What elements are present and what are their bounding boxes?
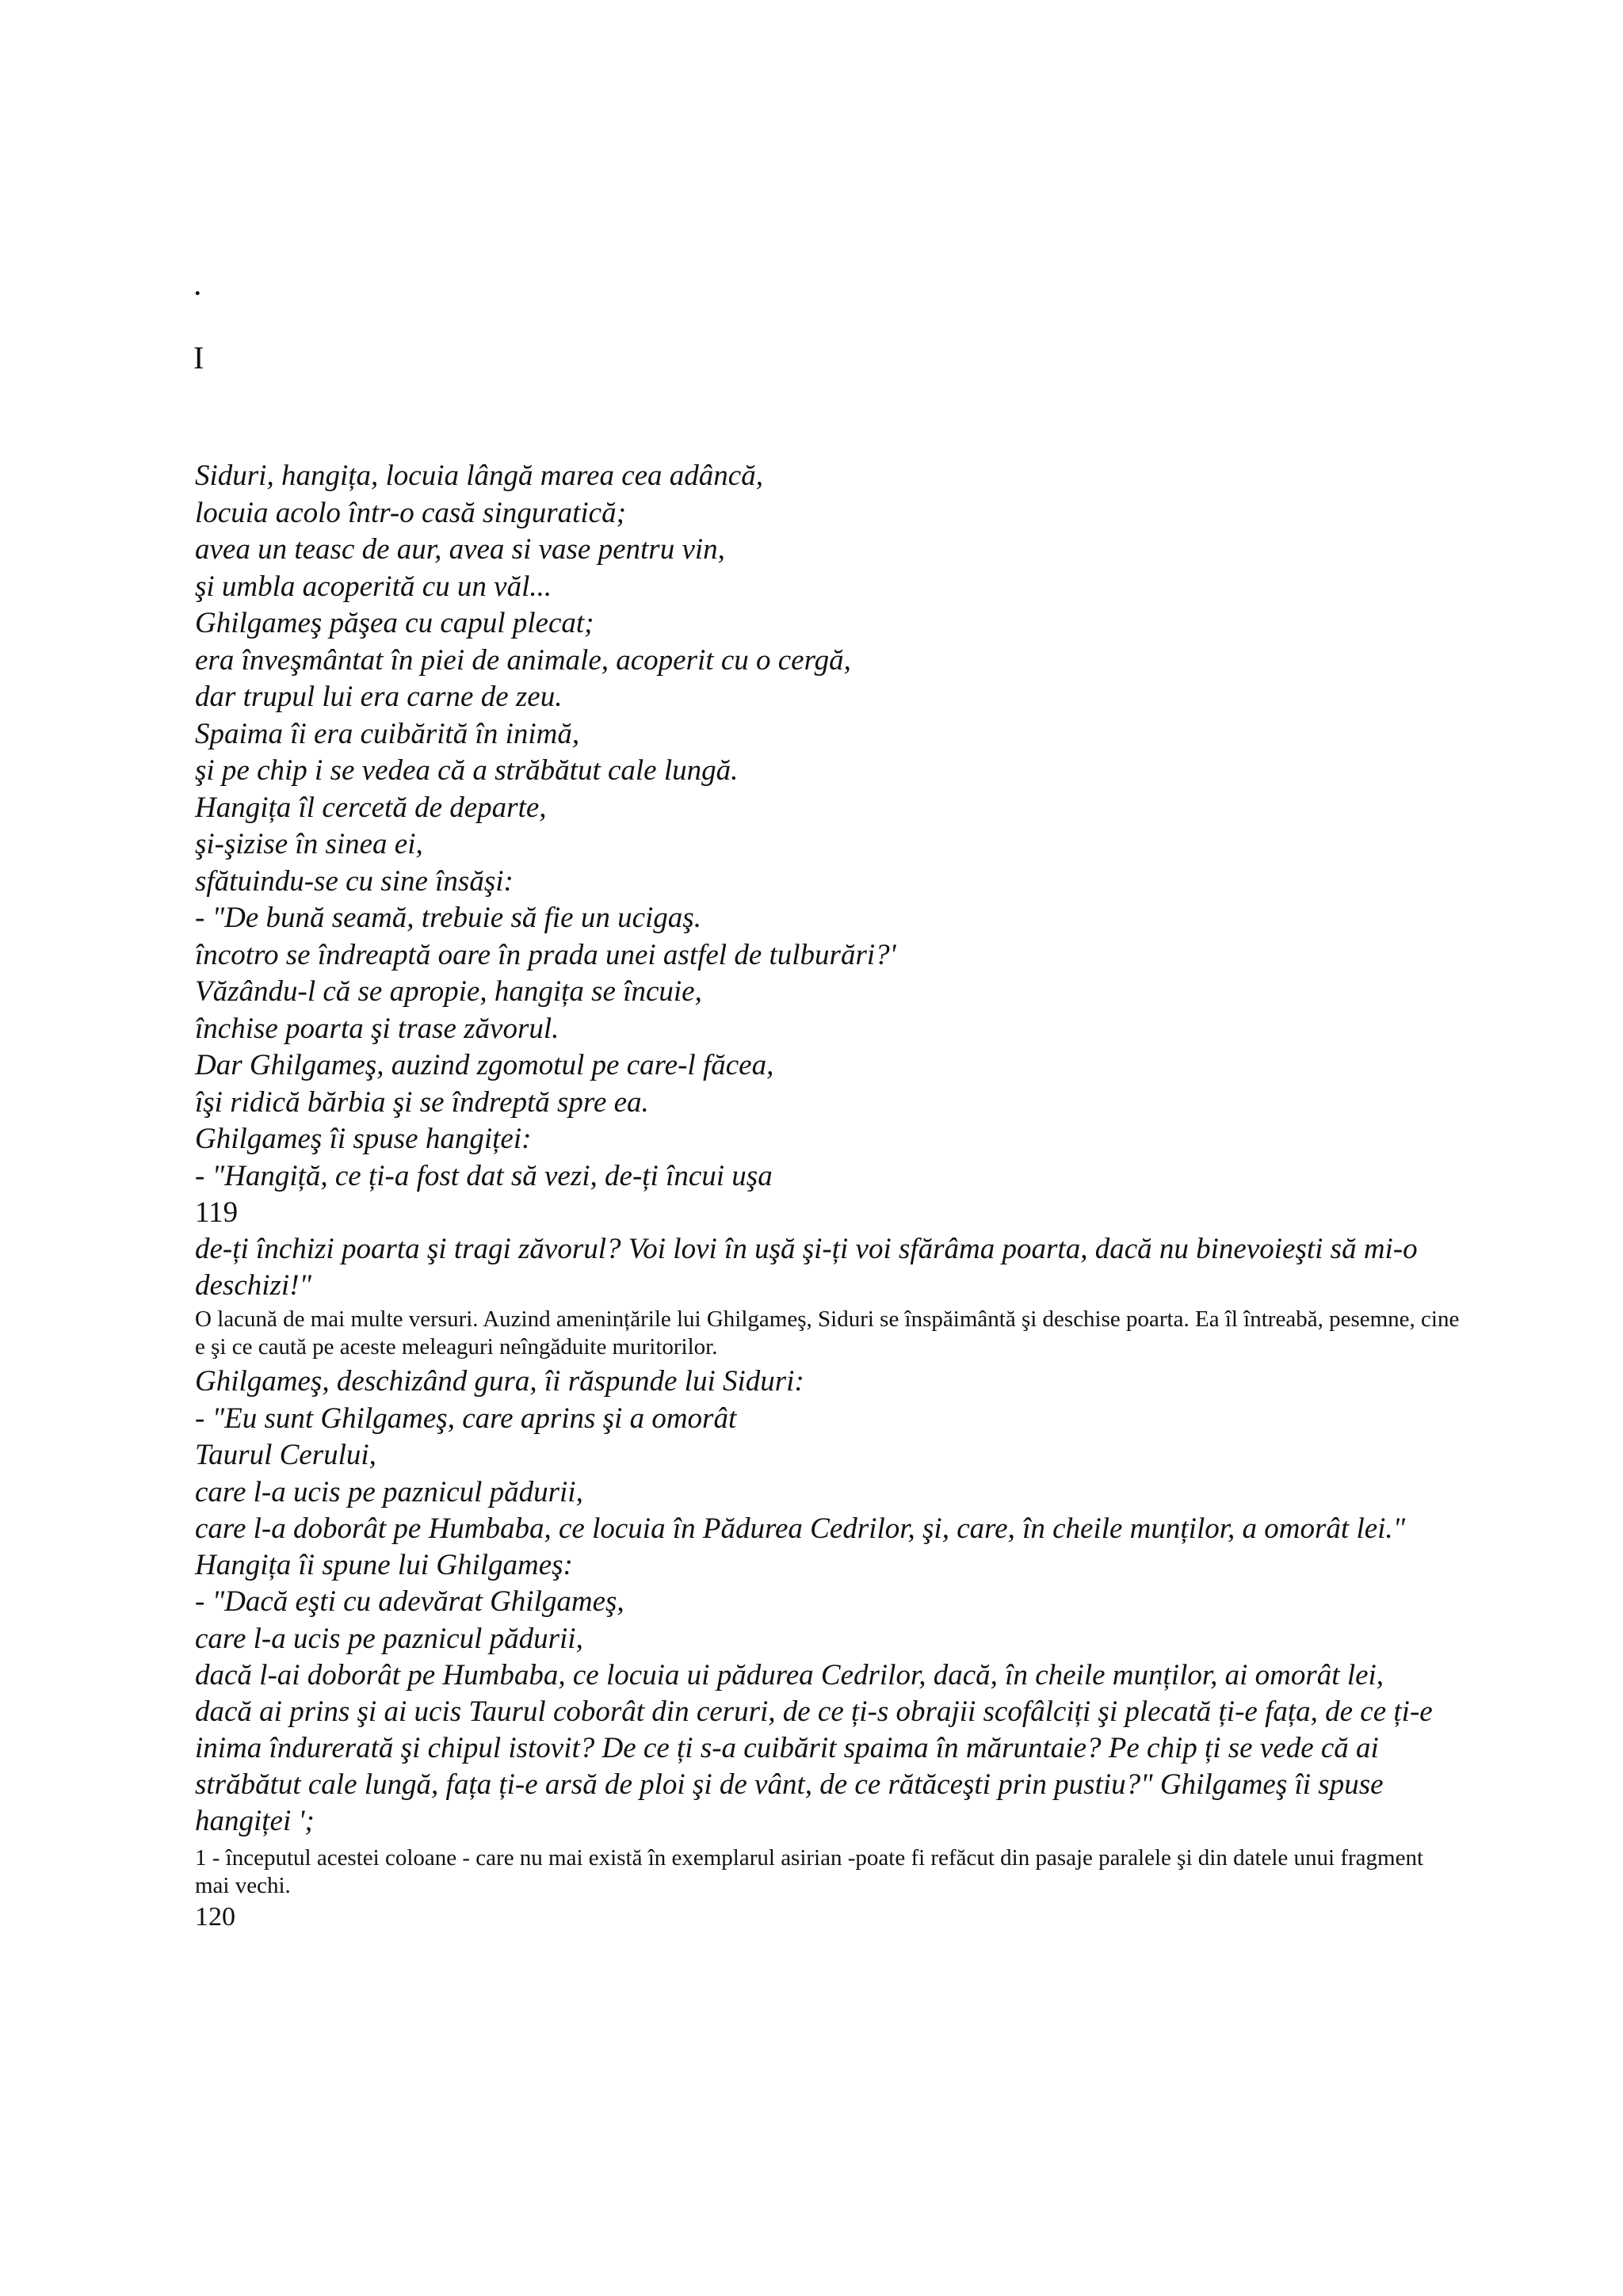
chapter-heading: I <box>193 340 204 376</box>
page-number: 119 <box>195 1196 239 1229</box>
ornament-dot: . <box>193 266 202 303</box>
verse-line: şi-şizise în sinea ei, <box>195 828 423 860</box>
verse-line: Ghilgameş păşea cu capul plecat; <box>195 607 594 639</box>
verse-line: Siduri, hangița, locuia lângă marea cea adâncă, <box>195 460 763 492</box>
verse-line: şi pe chip i se vedea că a străbătut cale lungă. <box>195 754 739 787</box>
verse-line: - "Dacă eşti cu adevărat Ghilgameş, <box>195 1585 624 1618</box>
verse-line: era înveşmântat în piei de animale, acoperit cu o cergă, <box>195 643 851 677</box>
verse-line: Văzându-l că se apropie, hangița se încuie, <box>195 975 702 1008</box>
verse-line: - "De bună seamă, trebuie să fie un ucigaş. <box>195 902 701 934</box>
verse-line: Spaima îi era cuibărită în inimă, <box>195 717 580 750</box>
verse-line: Ghilgameş, deschizând gura, îi răspunde lui Siduri: <box>195 1365 804 1398</box>
verse-line: avea un teasc de aur, avea si vase pentru vin, <box>195 533 725 566</box>
verse-line: Ghilgameş îi spuse hangiței: <box>195 1123 532 1155</box>
verse-line: - "Hangiță, ce ți-a fost dat să vezi, de-ți încui uşa <box>195 1159 773 1192</box>
verse-line: Hangița îl cercetă de departe, <box>195 791 547 824</box>
verse-line: îşi ridică bărbia şi se îndreptă spre ea. <box>195 1085 649 1119</box>
verse-line: Taurul Cerului, <box>195 1439 376 1471</box>
editorial-note: O lacună de mai multe versuri. Auzind amenințările lui Ghilgameş, Siduri se înspăimântă şi deschise poarta. Ea îl întreabă, pesemne, cine e şi ce caută pe aceste meleaguri neîngăduite muritorilor. <box>195 1306 1460 1360</box>
verse-paragraph: dacă l-ai doborât pe Humbaba, ce locuia ui pădurea Cedrilor, dacă, în cheile munților, ai omorât lei, dacă ai prins şi ai ucis Taurul coborât din ceruri, de ce ți-s obrajii scofâlciți şi plecată ți-e fața, de ce ți-e inima îndurerată şi chipul istovit? De ce ți s-a cuibărit spaima în măruntaie? Pe chip ți se vede că ai străbătut cale lungă, fața ți-e arsă de ploi şi de vânt, de ce rătăceşti prin pustiu?" Ghilgameş îi spuse hangiței '; <box>195 1659 1433 1837</box>
verse-line: locuia acolo într-o casă singuratică; <box>195 496 626 529</box>
verse-line: - "Eu sunt Ghilgameş, care aprins şi a omorât <box>195 1402 737 1435</box>
verse-line: care l-a ucis pe paznicul pădurii, <box>195 1622 583 1655</box>
page-number: 120 <box>195 1902 235 1932</box>
footnote: 1 - începutul acestei coloane - care nu mai există în exemplarul asirian -poate fi refăcut din pasaje paralele şi din datele unui fragment mai vechi. <box>195 1845 1424 1898</box>
verse-paragraph: de-ți închizi poarta şi tragi zăvorul? Voi lovi în uşă şi-ți voi sfărâma poarta, dacă nu binevoieşti să mi-o deschizi!" <box>195 1233 1418 1302</box>
verse-line: Dar Ghilgameş, auzind zgomotul pe care-l făcea, <box>195 1049 774 1081</box>
verse-line: şi umbla acoperită cu un văl... <box>195 570 552 603</box>
poem-body <box>195 458 1463 1935</box>
verse-line: care l-a ucis pe paznicul pădurii, <box>195 1475 583 1508</box>
verse-line: încotro se îndreaptă oare în prada unei astfel de tulburări?' <box>195 938 896 971</box>
verse-line: închise poarta şi trase zăvorul. <box>195 1012 559 1045</box>
verse-paragraph: care l-a doborât pe Humbaba, ce locuia în Pădurea Cedrilor, şi, care, în cheile munților, a omorât lei." Hangița îi spune lui Ghilgameş: <box>195 1512 1406 1581</box>
verse-line: sfătuindu-se cu sine însăşi: <box>195 864 514 898</box>
verse-line: dar trupul lui era carne de zeu. <box>195 681 563 713</box>
